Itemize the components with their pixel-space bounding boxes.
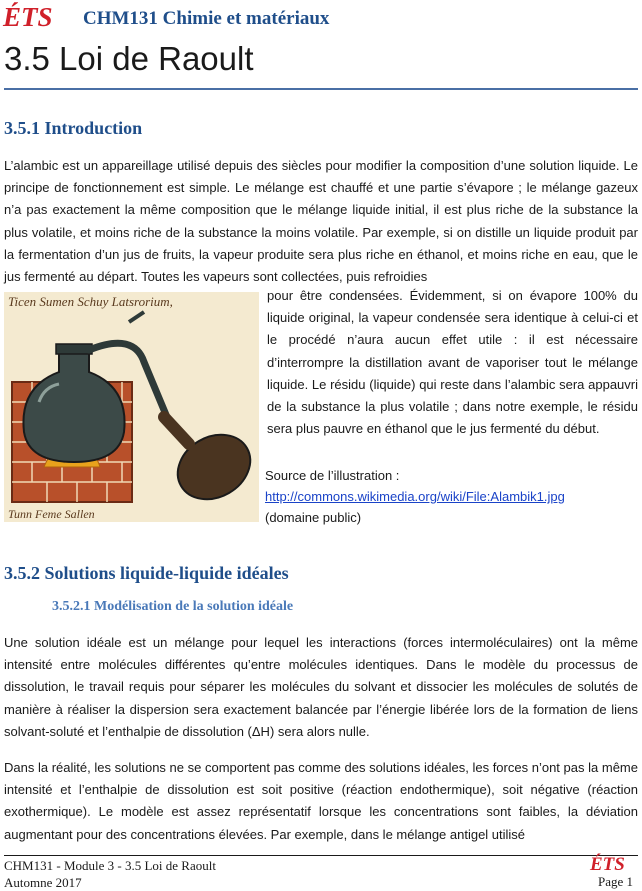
page-number: Page 1 xyxy=(598,874,634,889)
page-header xyxy=(0,0,642,40)
chapter-title: 3.5 Loi de Raoult xyxy=(4,40,254,77)
illustration-source xyxy=(265,465,565,528)
course-title: CHM131 Chimie et matériaux xyxy=(83,8,330,29)
ets-logo: ÉTS xyxy=(3,2,53,32)
section-heading-ideal-solutions: 3.5.2 Solutions liquide-liquide idéales xyxy=(4,563,289,583)
intro-paragraph-continued: pour être condensées. Évidemment, si on évapore 100% du liquide original, la vapeur condensée sera identique à celui-ci et le procédé n’aura aucun effet utile : il est nécessaire d’interrompre la distillation avant de vaporiser tout le mélange liquide. Le résidu (liquide) qui reste dans l’alambic sera appauvri de la substance la plus volatile ; dans notre exemple, le résidu sera plus pauvre en éthanol que le jus fermenté du début. xyxy=(267,288,638,437)
page-footer xyxy=(4,857,216,891)
subsection-heading-ideal-model: 3.5.2.1 Modélisation de la solution idéale xyxy=(52,599,294,614)
source-link[interactable]: http://commons.wikimedia.org/wiki/File:Alambik1.jpg xyxy=(265,489,565,504)
footer-ets-logo: ÉTS xyxy=(590,854,625,875)
intro-paragraph: L’alambic est un appareillage utilisé depuis des siècles pour modifier la composition d’une solution liquide. Le principe de fonctionnement est simple. Le mélange est chauffé et une partie s’évapore ; le mélange gazeux n’a pas exactement la même composition que le mélange liquide initial, il est plus riche de la substance la plus volatile, et moins riche de la substance la moins volatile. Par exemple, si on distille un liquide produit par la fermentation d’un jus de fruits, la vapeur produite sera plus riche en éthanol, et moins riche en eau, que le jus fermenté au départ. Toutes les vapeurs sont collectées, puis refroidies xyxy=(4,158,638,285)
footer-module: CHM131 - Module 3 - 3.5 Loi de Raoult xyxy=(4,858,216,873)
source-label: Source de l’illustration : xyxy=(265,468,400,483)
illustration-script-top: Ticen Sumen Schuy Latsrorium, xyxy=(8,294,173,309)
footer-term: Automne 2017 xyxy=(4,875,82,890)
footer-rule xyxy=(4,855,638,856)
source-note: (domaine public) xyxy=(265,510,362,525)
illustration-script-bottom: Tunn Feme Sallen xyxy=(8,507,95,521)
real-solution-paragraph: Dans la réalité, les solutions ne se comportent pas comme des solutions idéales, les forces n’ont pas la même intensité et l’enthalpie de dissolution est soit positive (réaction endothermique), soit négative (réaction exothermique). Le modèle est assez représentatif lorsque les concentrations sont faibles, la déviation augmentant pour des concentrations élevées. Par exemple, dans le mélange antigel utilisé xyxy=(4,760,638,842)
ideal-solution-paragraph: Une solution idéale est un mélange pour lequel les interactions (forces intermoléculaires) ont la même intensité entre molécules différentes qu’entre molécules identiques. Dans le modèle du processus de dissolution, le travail requis pour séparer les molécules du solvant et dissocier les molécules de solutés de manière à réaliser la dispersion sera exactement balancée par l’énergie libérée lors de la formation de liens solvant-soluté et l’enthalpie de dissolution (ΔH) sera alors nulle. xyxy=(4,635,638,739)
title-rule xyxy=(4,88,638,90)
alembic-illustration xyxy=(4,292,259,522)
section-heading-introduction: 3.5.1 Introduction xyxy=(4,118,143,138)
